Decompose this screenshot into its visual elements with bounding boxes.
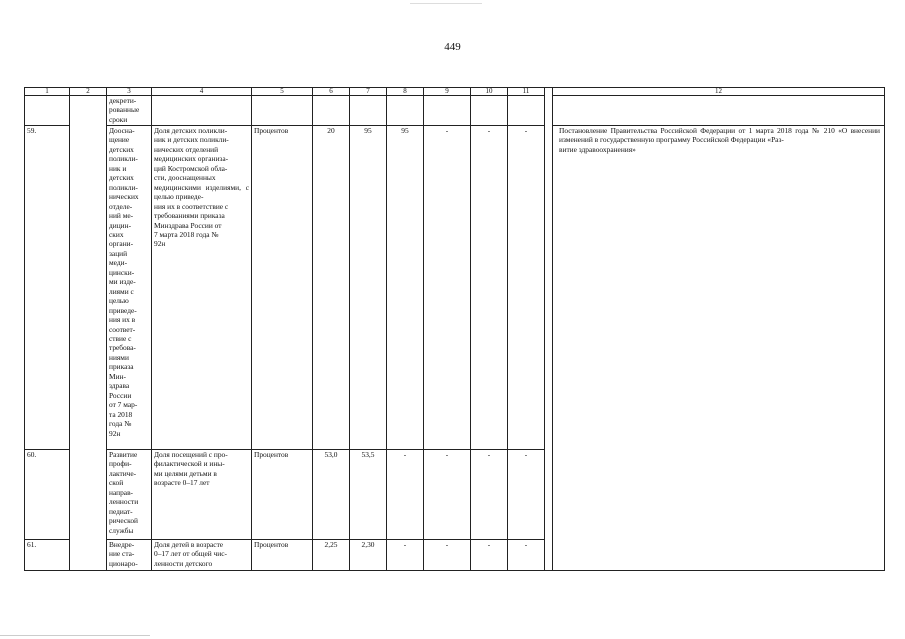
reason-cell xyxy=(553,96,885,126)
col-number: 1 xyxy=(25,88,70,96)
value-col11: - xyxy=(508,126,545,450)
value-col9: - xyxy=(424,540,471,571)
value-cell xyxy=(424,96,471,126)
gap-cell xyxy=(545,540,553,571)
value-cell xyxy=(508,96,545,126)
page-number: 449 xyxy=(444,41,461,53)
col-number: 3 xyxy=(107,88,152,96)
col-number: 5 xyxy=(252,88,313,96)
indicator-name: Доля детей в возрасте 0–17 лет от общей чис- ленности детского xyxy=(152,540,252,571)
indicator-name xyxy=(152,96,252,126)
value-col9: - xyxy=(424,450,471,540)
value-col6: 53,0 xyxy=(313,450,350,540)
value-col7: 95 xyxy=(350,126,387,450)
value-col7: 53,5 xyxy=(350,450,387,540)
value-cell xyxy=(350,96,387,126)
gap-cell xyxy=(545,450,553,540)
row-number: 59. xyxy=(25,126,70,450)
column-number-row xyxy=(25,88,885,96)
table-row xyxy=(25,96,885,126)
value-col8: 95 xyxy=(387,126,424,450)
unit: Процентов xyxy=(252,540,313,571)
scan-mark-bottom xyxy=(0,635,150,636)
measure-name: Внедре- ние ста- ционаро- xyxy=(107,540,152,571)
document-table xyxy=(24,87,885,571)
gap-cell xyxy=(545,126,553,450)
col-number: 2 xyxy=(70,88,107,96)
indicator-name: Доля детских поликли- ник и детских поликли- нических отделений медицинских организа- ций Костромской обла- сти, дооснащенных медицинскими изделиями, с целью приведе- ния их в соответствие с требованиями приказа Минздрава России от 7 марта 2018 года № 92н xyxy=(152,126,252,450)
row-number: 60. xyxy=(25,450,70,540)
col-number: 7 xyxy=(350,88,387,96)
col-number: 6 xyxy=(313,88,350,96)
measure-name: Развитие профи- лактиче- ской направ- ленности педиат- рической службы xyxy=(107,450,152,540)
value-col10: - xyxy=(471,450,508,540)
value-cell xyxy=(313,96,350,126)
measure-name: Доосна- щение детских поликли- ник и детских поликли- нических отделе- ний ме- дицин- ских органи- заций меди- цински- ми изде- лиями с целью приведе- ния их в соответ- ствие с требова- ниями приказа Мин- здрава России от 7 мар- та 2018 года № 92н xyxy=(107,126,152,450)
row-number: 61. xyxy=(25,540,70,571)
indicator-name: Доля посещений с про- филактической и ины- ми целями детьми в возрасте 0–17 лет xyxy=(152,450,252,540)
gap-cell xyxy=(545,96,553,126)
measure-name: декрети- рованные сроки xyxy=(107,96,152,126)
value-col7: 2,30 xyxy=(350,540,387,571)
value-col8: - xyxy=(387,450,424,540)
unit xyxy=(252,96,313,126)
value-col8: - xyxy=(387,540,424,571)
row-number xyxy=(25,96,70,126)
col-number: 10 xyxy=(471,88,508,96)
col-number: 11 xyxy=(508,88,545,96)
unit: Процентов xyxy=(252,450,313,540)
col-number: 9 xyxy=(424,88,471,96)
col2-cell xyxy=(70,96,107,571)
gap-cell xyxy=(545,88,553,96)
legal-basis: Постановление Правительства Российской Федерации от 1 марта 2018 года № 210 «О внесении изменений в государственную программу Российской Федерации «Раз- витие здравоохранения» xyxy=(553,126,885,571)
value-cell xyxy=(471,96,508,126)
value-col11: - xyxy=(508,450,545,540)
value-col10: - xyxy=(471,126,508,450)
unit: Процентов xyxy=(252,126,313,450)
value-col6: 2,25 xyxy=(313,540,350,571)
value-col9: - xyxy=(424,126,471,450)
scan-mark-top xyxy=(410,3,482,4)
col-number: 8 xyxy=(387,88,424,96)
col-number: 4 xyxy=(152,88,252,96)
table-row xyxy=(25,126,885,450)
value-col6: 20 xyxy=(313,126,350,450)
value-col11: - xyxy=(508,540,545,571)
col-number: 12 xyxy=(553,88,885,96)
value-col10: - xyxy=(471,540,508,571)
value-cell xyxy=(387,96,424,126)
